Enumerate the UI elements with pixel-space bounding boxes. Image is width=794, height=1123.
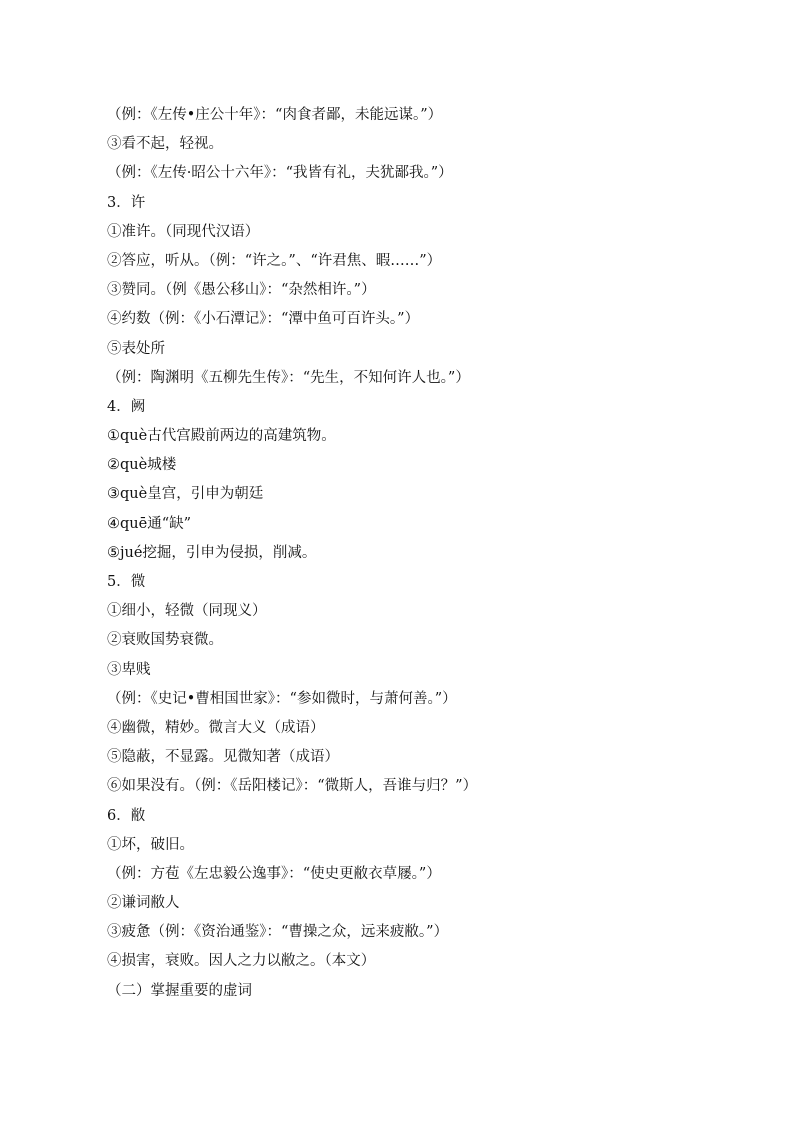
definition-line: ①坏，破旧。 xyxy=(107,836,194,853)
definition-line: ②答应，听从。（例：“许之。”、“许君焦、暇……”） xyxy=(107,252,442,269)
definition-line: ③赞同。（例《愚公移山》：“杂然相许。”） xyxy=(107,282,376,299)
definition-line: ①准许。（同现代汉语） xyxy=(107,223,260,240)
definition-line: ③què皇宫，引申为朝廷 xyxy=(107,486,264,503)
example-line: （例：《左传•庄公十年》：“肉食者鄙，未能远谋。”） xyxy=(107,107,443,123)
definition-line: ③看不起，轻视。 xyxy=(107,136,223,153)
definition-line: ②衰败国势衰微。 xyxy=(107,632,223,649)
section-heading: 6．敝 xyxy=(107,807,146,824)
subsection-heading: （二）掌握重要的虚词 xyxy=(107,982,252,999)
definition-line: ①què古代宫殿前两边的高建筑物。 xyxy=(107,428,336,445)
definition-line: ④约数（例：《小石潭记》：“潭中鱼可百许头。”） xyxy=(107,311,420,328)
definition-line: ③疲惫（例：《资治通鉴》：“曹操之众，远来疲敝。”） xyxy=(107,924,449,941)
definition-line: ⑤隐蔽，不显露。见微知著（成语） xyxy=(107,749,339,766)
definition-line: ②谦词敝人 xyxy=(107,895,180,912)
definition-line: ②què城楼 xyxy=(107,457,177,474)
definition-line: ④幽微，精妙。微言大义（成语） xyxy=(107,719,325,736)
definition-line: ⑤表处所 xyxy=(107,340,165,357)
definition-line: ⑥如果没有。（例：《岳阳楼记》：“微斯人，吾谁与归？”） xyxy=(107,778,478,795)
definition-line: ③卑贱 xyxy=(107,661,151,678)
definition-line: ④损害，衰败。因人之力以敝之。（本文） xyxy=(107,953,376,970)
section-heading: 5．微 xyxy=(107,574,146,590)
document-body xyxy=(107,101,747,1006)
definition-line: ①细小，轻微（同现义） xyxy=(107,603,267,620)
example-line: （例：方苞《左忠毅公逸事》：“使史更敝衣草屦。”） xyxy=(107,865,441,882)
example-line: （例：《史记•曹相国世家》：“参如微时，与萧何善。”） xyxy=(107,690,457,707)
definition-line: ⑤jué挖掘，引申为侵损，削减。 xyxy=(107,544,317,561)
example-line: （例：《左传·昭公十六年》：“我皆有礼，夫犹鄙我。”） xyxy=(107,165,453,182)
section-heading: 4．阙 xyxy=(107,398,146,415)
example-line: （例：陶渊明《五柳先生传》：“先生，不知何许人也。”） xyxy=(107,369,470,386)
section-heading: 3．许 xyxy=(107,194,146,211)
definition-line: ④quē通“缺” xyxy=(107,515,192,532)
